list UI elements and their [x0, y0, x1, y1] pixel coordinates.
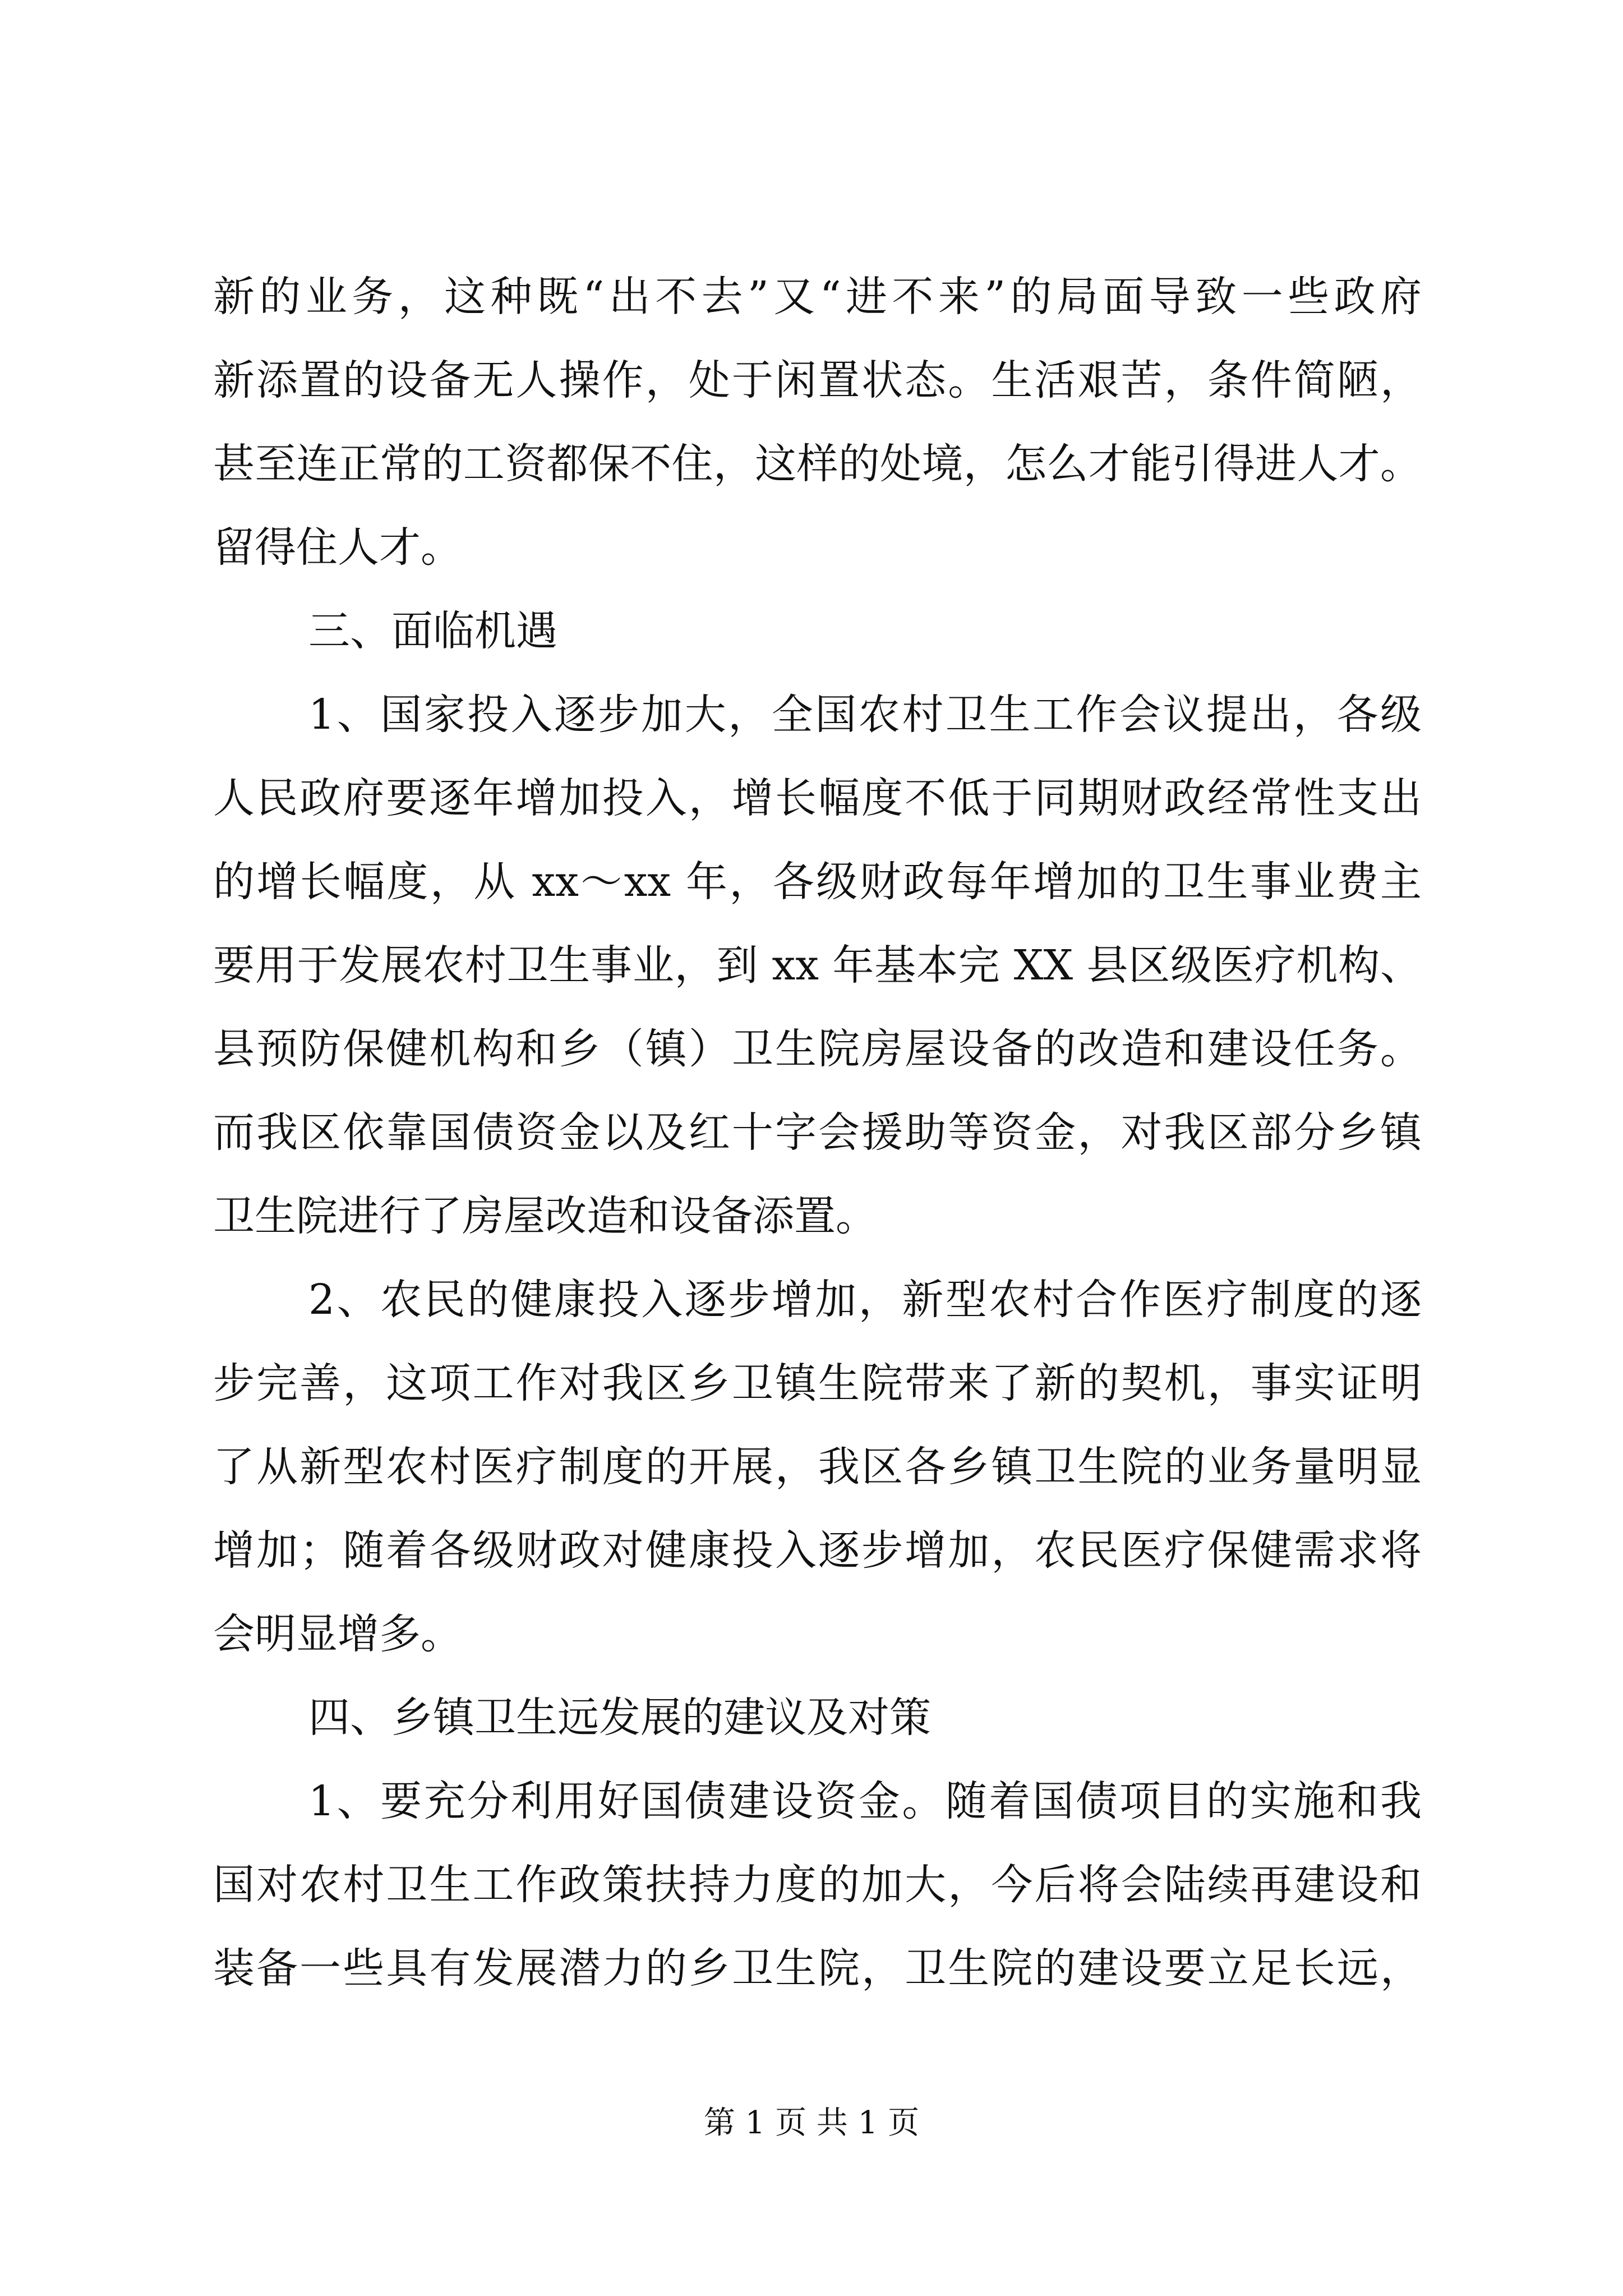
- body-text-line: 新添置的设备无人操作，处于闲置状态。生活艰苦，条件简陋，: [213, 356, 1422, 404]
- body-text-line: 留得住人才。: [213, 523, 462, 572]
- section-heading: 三、面临机遇: [308, 607, 557, 655]
- document-body: [213, 255, 1422, 2010]
- body-text-line: 而我区依靠国债资金以及红十字会援助等资金，对我区部分乡镇: [213, 1108, 1422, 1157]
- body-text-line: 装备一些具有发展潜力的乡卫生院，卫生院的建设要立足长远，: [213, 1944, 1422, 1993]
- body-text-line: 新的业务，这种既“出不去”又“进不来”的局面导致一些政府: [213, 273, 1422, 321]
- paragraph-first-line: 1、要充分利用好国债建设资金。随着国债项目的实施和我: [308, 1777, 1422, 1825]
- body-text-line: 国对农村卫生工作政策扶持力度的加大，今后将会陆续再建设和: [213, 1861, 1422, 1909]
- body-text-line: 县预防保健机构和乡（镇）卫生院房屋设备的改造和建设任务。: [213, 1025, 1422, 1073]
- page-footer: 第 1 页 共 1 页: [703, 2105, 920, 2141]
- body-text-line: 步完善，这项工作对我区乡卫镇生院带来了新的契机，事实证明: [213, 1359, 1422, 1407]
- paragraph-first-line: 1、国家投入逐步加大，全国农村卫生工作会议提出，各级: [308, 691, 1422, 739]
- body-text-line: 的增长幅度，从 xx～xx 年，各级财政每年增加的卫生事业费主: [213, 858, 1422, 906]
- body-text-line: 人民政府要逐年增加投入，增长幅度不低于同期财政经常性支出: [213, 774, 1422, 822]
- body-text-line: 了从新型农村医疗制度的开展，我区各乡镇卫生院的业务量明显: [213, 1443, 1422, 1491]
- paragraph-first-line: 2、农民的健康投入逐步增加，新型农村合作医疗制度的逐: [308, 1276, 1422, 1324]
- body-text-line: 甚至连正常的工资都保不住，这样的处境，怎么才能引得进人才。: [213, 440, 1422, 488]
- body-text-line: 增加；随着各级财政对健康投入逐步增加，农民医疗保健需求将: [213, 1526, 1422, 1575]
- body-text-line: 要用于发展农村卫生事业，到 xx 年基本完 XX 县区级医疗机构、: [213, 941, 1422, 990]
- body-text-line: 会明显增多。: [213, 1610, 462, 1658]
- body-text-line: 卫生院进行了房屋改造和设备添置。: [213, 1192, 877, 1240]
- section-heading: 四、乡镇卫生远发展的建议及对策: [308, 1694, 931, 1742]
